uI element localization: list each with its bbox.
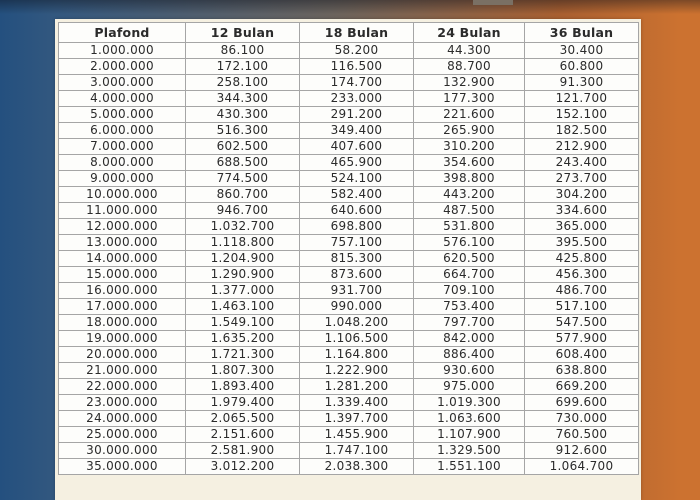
installment-cell: 2.038.300 — [300, 459, 414, 475]
table-row — [59, 379, 639, 395]
installment-cell: 443.200 — [414, 187, 525, 203]
installment-cell: 638.800 — [525, 363, 639, 379]
installment-cell: 912.600 — [525, 443, 639, 459]
table-row — [59, 107, 639, 123]
plafond-cell: 30.000.000 — [59, 443, 186, 459]
installment-cell: 1.635.200 — [186, 331, 300, 347]
plafond-cell: 15.000.000 — [59, 267, 186, 283]
installment-cell: 30.400 — [525, 43, 639, 59]
installment-cell: 243.400 — [525, 155, 639, 171]
installment-cell: 709.100 — [414, 283, 525, 299]
table-row — [59, 235, 639, 251]
top-edge-artifact — [473, 0, 513, 5]
table-row — [59, 59, 639, 75]
installment-cell: 1.063.600 — [414, 411, 525, 427]
installment-cell: 531.800 — [414, 219, 525, 235]
installment-cell: 1.118.800 — [186, 235, 300, 251]
installment-cell: 664.700 — [414, 267, 525, 283]
table-row — [59, 443, 639, 459]
installment-cell: 1.204.900 — [186, 251, 300, 267]
installment-cell: 516.300 — [186, 123, 300, 139]
installment-cell: 688.500 — [186, 155, 300, 171]
installment-cell: 1.551.100 — [414, 459, 525, 475]
installment-cell: 1.807.300 — [186, 363, 300, 379]
table-row — [59, 155, 639, 171]
installment-cell: 1.048.200 — [300, 315, 414, 331]
installment-cell: 456.300 — [525, 267, 639, 283]
installment-cell: 1.377.000 — [186, 283, 300, 299]
table-header — [59, 23, 639, 43]
installment-cell: 1.064.700 — [525, 459, 639, 475]
installment-cell: 1.329.500 — [414, 443, 525, 459]
installment-cell: 873.600 — [300, 267, 414, 283]
installment-cell: 582.400 — [300, 187, 414, 203]
installment-cell: 86.100 — [186, 43, 300, 59]
plafond-cell: 12.000.000 — [59, 219, 186, 235]
installment-cell: 2.151.600 — [186, 427, 300, 443]
table-row — [59, 331, 639, 347]
plafond-cell: 23.000.000 — [59, 395, 186, 411]
table-body — [59, 43, 639, 475]
installment-cell: 177.300 — [414, 91, 525, 107]
installment-cell: 640.600 — [300, 203, 414, 219]
table-row — [59, 411, 639, 427]
table-row — [59, 139, 639, 155]
installment-cell: 91.300 — [525, 75, 639, 91]
installment-cell: 1.463.100 — [186, 299, 300, 315]
installment-cell: 860.700 — [186, 187, 300, 203]
installment-cell: 577.900 — [525, 331, 639, 347]
installment-cell: 152.100 — [525, 107, 639, 123]
plafond-cell: 8.000.000 — [59, 155, 186, 171]
header-row — [59, 23, 639, 43]
installment-cell: 1.032.700 — [186, 219, 300, 235]
installment-cell: 310.200 — [414, 139, 525, 155]
installment-cell: 486.700 — [525, 283, 639, 299]
plafond-cell: 35.000.000 — [59, 459, 186, 475]
table-row — [59, 123, 639, 139]
installment-cell: 273.700 — [525, 171, 639, 187]
table-row — [59, 187, 639, 203]
installment-cell: 990.000 — [300, 299, 414, 315]
installment-cell: 487.500 — [414, 203, 525, 219]
installment-cell: 1.281.200 — [300, 379, 414, 395]
installment-cell: 1.106.500 — [300, 331, 414, 347]
installment-cell: 430.300 — [186, 107, 300, 123]
table-row — [59, 395, 639, 411]
installment-cell: 221.600 — [414, 107, 525, 123]
installment-cell: 774.500 — [186, 171, 300, 187]
installment-cell: 1.107.900 — [414, 427, 525, 443]
table-row — [59, 75, 639, 91]
column-header-12-bulan: 12 Bulan — [186, 23, 300, 43]
installment-cell: 212.900 — [525, 139, 639, 155]
installment-cell: 2.581.900 — [186, 443, 300, 459]
column-header-plafond: Plafond — [59, 23, 186, 43]
installment-cell: 1.455.900 — [300, 427, 414, 443]
installment-cell: 182.500 — [525, 123, 639, 139]
installment-table-card — [55, 19, 641, 500]
installment-cell: 265.900 — [414, 123, 525, 139]
table-row — [59, 43, 639, 59]
installment-cell: 121.700 — [525, 91, 639, 107]
table-row — [59, 91, 639, 107]
installment-cell: 304.200 — [525, 187, 639, 203]
plafond-cell: 19.000.000 — [59, 331, 186, 347]
installment-cell: 132.900 — [414, 75, 525, 91]
installment-cell: 425.800 — [525, 251, 639, 267]
installment-cell: 946.700 — [186, 203, 300, 219]
installment-table — [58, 22, 639, 475]
installment-cell: 88.700 — [414, 59, 525, 75]
installment-cell: 1.339.400 — [300, 395, 414, 411]
installment-cell: 730.000 — [525, 411, 639, 427]
installment-cell: 3.012.200 — [186, 459, 300, 475]
installment-cell: 349.400 — [300, 123, 414, 139]
installment-cell: 258.100 — [186, 75, 300, 91]
installment-cell: 291.200 — [300, 107, 414, 123]
table-row — [59, 203, 639, 219]
installment-cell: 760.500 — [525, 427, 639, 443]
installment-cell: 517.100 — [525, 299, 639, 315]
installment-cell: 757.100 — [300, 235, 414, 251]
plafond-cell: 9.000.000 — [59, 171, 186, 187]
installment-cell: 233.000 — [300, 91, 414, 107]
installment-cell: 365.000 — [525, 219, 639, 235]
table-row — [59, 219, 639, 235]
installment-cell: 1.019.300 — [414, 395, 525, 411]
table-row — [59, 171, 639, 187]
plafond-cell: 3.000.000 — [59, 75, 186, 91]
table-row — [59, 315, 639, 331]
installment-cell: 524.100 — [300, 171, 414, 187]
table-row — [59, 267, 639, 283]
plafond-cell: 6.000.000 — [59, 123, 186, 139]
installment-cell: 975.000 — [414, 379, 525, 395]
plafond-cell: 10.000.000 — [59, 187, 186, 203]
plafond-cell: 7.000.000 — [59, 139, 186, 155]
table-row — [59, 299, 639, 315]
installment-cell: 886.400 — [414, 347, 525, 363]
installment-cell: 669.200 — [525, 379, 639, 395]
installment-cell: 1.979.400 — [186, 395, 300, 411]
table-row — [59, 459, 639, 475]
plafond-cell: 14.000.000 — [59, 251, 186, 267]
table-row — [59, 347, 639, 363]
installment-cell: 576.100 — [414, 235, 525, 251]
column-header-24-bulan: 24 Bulan — [414, 23, 525, 43]
installment-cell: 753.400 — [414, 299, 525, 315]
installment-cell: 172.100 — [186, 59, 300, 75]
installment-cell: 602.500 — [186, 139, 300, 155]
installment-cell: 1.747.100 — [300, 443, 414, 459]
installment-cell: 1.893.400 — [186, 379, 300, 395]
installment-cell: 1.290.900 — [186, 267, 300, 283]
plafond-cell: 2.000.000 — [59, 59, 186, 75]
installment-cell: 547.500 — [525, 315, 639, 331]
installment-cell: 1.721.300 — [186, 347, 300, 363]
installment-cell: 930.600 — [414, 363, 525, 379]
installment-cell: 398.800 — [414, 171, 525, 187]
installment-cell: 698.800 — [300, 219, 414, 235]
table-row — [59, 427, 639, 443]
table-row — [59, 283, 639, 299]
installment-cell: 44.300 — [414, 43, 525, 59]
installment-cell: 1.164.800 — [300, 347, 414, 363]
table-row — [59, 363, 639, 379]
plafond-cell: 4.000.000 — [59, 91, 186, 107]
installment-cell: 1.222.900 — [300, 363, 414, 379]
installment-cell: 699.600 — [525, 395, 639, 411]
plafond-cell: 17.000.000 — [59, 299, 186, 315]
column-header-18-bulan: 18 Bulan — [300, 23, 414, 43]
installment-cell: 1.397.700 — [300, 411, 414, 427]
installment-cell: 931.700 — [300, 283, 414, 299]
plafond-cell: 25.000.000 — [59, 427, 186, 443]
plafond-cell: 22.000.000 — [59, 379, 186, 395]
column-header-36-bulan: 36 Bulan — [525, 23, 639, 43]
plafond-cell: 1.000.000 — [59, 43, 186, 59]
installment-cell: 1.549.100 — [186, 315, 300, 331]
installment-cell: 344.300 — [186, 91, 300, 107]
plafond-cell: 16.000.000 — [59, 283, 186, 299]
installment-cell: 797.700 — [414, 315, 525, 331]
installment-cell: 395.500 — [525, 235, 639, 251]
plafond-cell: 24.000.000 — [59, 411, 186, 427]
installment-cell: 815.300 — [300, 251, 414, 267]
plafond-cell: 11.000.000 — [59, 203, 186, 219]
table-row — [59, 251, 639, 267]
installment-cell: 842.000 — [414, 331, 525, 347]
plafond-cell: 18.000.000 — [59, 315, 186, 331]
plafond-cell: 5.000.000 — [59, 107, 186, 123]
plafond-cell: 20.000.000 — [59, 347, 186, 363]
installment-cell: 334.600 — [525, 203, 639, 219]
installment-cell: 465.900 — [300, 155, 414, 171]
installment-cell: 354.600 — [414, 155, 525, 171]
installment-cell: 174.700 — [300, 75, 414, 91]
plafond-cell: 13.000.000 — [59, 235, 186, 251]
installment-cell: 2.065.500 — [186, 411, 300, 427]
installment-cell: 116.500 — [300, 59, 414, 75]
installment-cell: 60.800 — [525, 59, 639, 75]
installment-cell: 608.400 — [525, 347, 639, 363]
plafond-cell: 21.000.000 — [59, 363, 186, 379]
installment-cell: 620.500 — [414, 251, 525, 267]
installment-cell: 58.200 — [300, 43, 414, 59]
installment-cell: 407.600 — [300, 139, 414, 155]
